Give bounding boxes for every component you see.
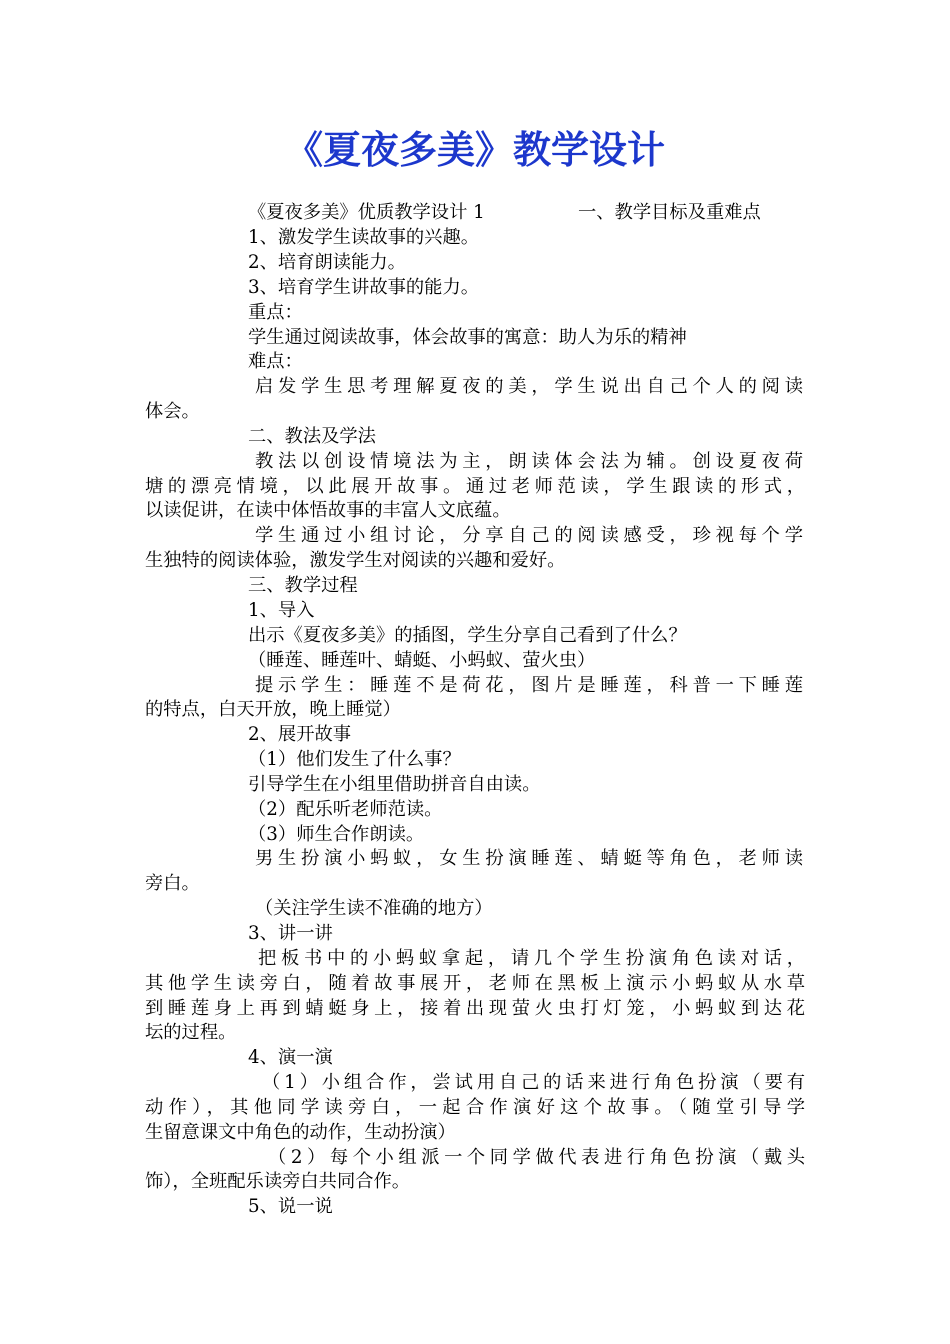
paragraph-line: 坛的过程。: [145, 1022, 237, 1043]
paragraph-line: （3）师生合作朗读。: [248, 824, 425, 845]
paragraph-line: 到睡莲身上再到蜻蜓身上，接着出现萤火虫打灯笼，小蚂蚁到达花: [145, 998, 805, 1019]
paragraph-line: 2、培育朗读能力。: [248, 252, 406, 273]
section-heading-objectives: 一、教学目标及重难点: [578, 202, 761, 223]
paragraph-line: 把板书中的小蚂蚁拿起，请几个学生扮演角色读对话，: [258, 948, 805, 969]
paragraph-line: 3、培育学生讲故事的能力。: [248, 277, 480, 298]
paragraph-line: 教法以创设情境法为主，朗读体会法为辅。创设夏夜荷: [255, 451, 803, 472]
paragraph-line: 学生通过小组讨论，分享自己的阅读感受，珍视每个学: [255, 525, 803, 546]
paragraph-line: （1）他们发生了什么事？: [248, 749, 461, 770]
paragraph-line: 男生扮演小蚂蚁，女生扮演睡莲、蜻蜓等角色，老师读: [255, 848, 803, 869]
subsection-heading: 1、导入: [248, 600, 315, 621]
paragraph-line: 其他学生读旁白，随着故事展开，老师在黑板上演示小蚂蚁从水草: [145, 973, 805, 994]
paragraph-line: 提示学生：睡莲不是荷花，图片是睡莲，科普一下睡莲: [255, 675, 803, 696]
paragraph-line: 的特点，白天开放，晚上睡觉）: [145, 699, 401, 720]
paragraph-line: 1、激发学生读故事的兴趣。: [248, 227, 480, 248]
paragraph-line: 塘的漂亮情境，以此展开故事。通过老师范读，学生跟读的形式，: [145, 476, 805, 497]
paragraph-line: 重点：: [248, 302, 303, 323]
paragraph-line: 动作），其他同学读旁白，一起合作演好这个故事。（随堂引导学: [145, 1097, 805, 1118]
paragraph-line: 饰），全班配乐读旁白共同合作。: [145, 1171, 411, 1192]
paragraph-line: （1）小组合作，尝试用自己的话来进行角色扮演（要有: [262, 1072, 805, 1093]
paragraph-line: 体会。: [145, 401, 200, 422]
subsection-heading: 2、展开故事: [248, 724, 352, 745]
subsection-heading: 4、演一演: [248, 1047, 333, 1068]
paragraph-line: 出示《夏夜多美》的插图，学生分享自己看到了什么？: [248, 625, 687, 646]
paragraph-line: （2）每个小组派一个同学做代表进行角色扮演（戴头: [268, 1147, 805, 1168]
paragraph-line: 学生通过阅读故事，体会故事的寓意：助人为乐的精神: [248, 327, 687, 348]
paragraph-line: 生独特的阅读体验，激发学生对阅读的兴趣和爱好。: [145, 550, 566, 571]
subsection-heading: 3、讲一讲: [248, 923, 333, 944]
page-title: 《夏夜多美》教学设计: [284, 128, 665, 172]
paragraph-line: （睡莲、睡莲叶、蜻蜓、小蚂蚁、萤火虫）: [248, 650, 596, 671]
paragraph-line: 引导学生在小组里借助拼音自由读。: [248, 774, 541, 795]
paragraph-line: （2）配乐听老师范读。: [248, 799, 443, 820]
section-heading-process: 三、教学过程: [248, 575, 358, 596]
paragraph-line: 启发学生思考理解夏夜的美，学生说出自己个人的阅读: [255, 376, 803, 397]
subtitle-left: 《夏夜多美》优质教学设计 1: [248, 202, 485, 223]
section-heading-methods: 二、教法及学法: [248, 426, 376, 447]
paragraph-line: 旁白。: [145, 873, 200, 894]
paragraph-line: 以读促讲，在读中体悟故事的丰富人文底蕴。: [145, 500, 511, 521]
paragraph-line: （关注学生读不准确的地方）: [255, 898, 493, 919]
paragraph-line: 难点：: [248, 351, 303, 372]
paragraph-line: 生留意课文中角色的动作，生动扮演）: [145, 1122, 456, 1143]
subsection-heading: 5、说一说: [248, 1196, 333, 1217]
